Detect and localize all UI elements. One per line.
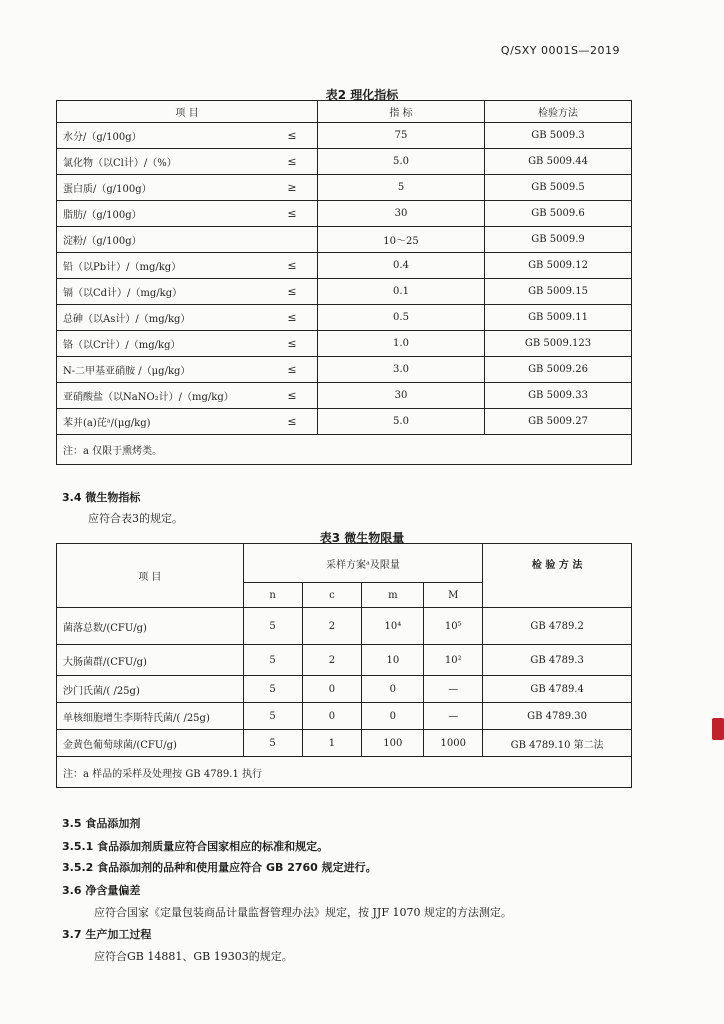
- table-row: [57, 645, 632, 676]
- operator: ≤: [267, 331, 318, 357]
- table-row: [57, 305, 632, 331]
- cell-m: 0: [362, 703, 424, 730]
- table-row: [57, 703, 632, 730]
- cell-M: —: [424, 676, 483, 703]
- cell-c: 0: [302, 676, 362, 703]
- physicochemical-table: [56, 100, 632, 465]
- test-method: GB 5009.15: [485, 279, 632, 305]
- item-name: 总砷（以As计）/（mg/kg）: [57, 305, 268, 331]
- header-n: n: [243, 583, 302, 608]
- table-note: 注：a 样品的采样及处理按 GB 4789.1 执行: [57, 757, 632, 788]
- table-row: [57, 253, 632, 279]
- section-3-5-heading: 3.5 食品添加剂: [62, 817, 141, 830]
- item-name: 亚硝酸盐（以NaNO₂计）/（mg/kg）: [57, 383, 268, 409]
- cell-n: 5: [243, 645, 302, 676]
- cell-m: 0: [362, 676, 424, 703]
- cell-c: 2: [302, 608, 362, 645]
- test-method: GB 5009.123: [485, 331, 632, 357]
- operator: ≤: [267, 383, 318, 409]
- table-row: [57, 383, 632, 409]
- limit-value: 10～25: [318, 227, 485, 253]
- header-value: 指 标: [318, 101, 485, 123]
- test-method: GB 5009.33: [485, 383, 632, 409]
- cell-m: 10: [362, 645, 424, 676]
- header-sampling-plan: 采样方案ᵃ及限量: [243, 544, 483, 583]
- limit-value: 0.5: [318, 305, 485, 331]
- table-note: 注：a 仅限于熏烤类。: [57, 435, 632, 465]
- operator: [267, 227, 318, 253]
- header-item: 项 目: [57, 544, 244, 608]
- cell-m: 10⁴: [362, 608, 424, 645]
- item-name: 金黄色葡萄球菌/(CFU/g): [57, 730, 244, 757]
- table-row: [57, 175, 632, 201]
- table-header-row: [57, 101, 632, 123]
- item-name: 苯并(a)芘ᵃ/(μg/kg): [57, 409, 268, 435]
- table-row: [57, 608, 632, 645]
- section-3-4-text: 应符合表3的规定。: [88, 512, 183, 525]
- microbial-table: [56, 543, 632, 788]
- limit-value: 3.0: [318, 357, 485, 383]
- cell-m: 100: [362, 730, 424, 757]
- cell-n: 5: [243, 676, 302, 703]
- margin-marker: [712, 718, 724, 740]
- table-row: [57, 279, 632, 305]
- table-row: [57, 676, 632, 703]
- header-m: m: [362, 583, 424, 608]
- cell-c: 0: [302, 703, 362, 730]
- cell-M: —: [424, 703, 483, 730]
- table-row: [57, 201, 632, 227]
- standard-code: Q/SXY 0001S—2019: [500, 44, 620, 57]
- cell-M: 10⁵: [424, 608, 483, 645]
- limit-value: 30: [318, 383, 485, 409]
- limit-value: 1.0: [318, 331, 485, 357]
- section-3-7-text: 应符合GB 14881、GB 19303的规定。: [94, 950, 293, 963]
- table-row: [57, 730, 632, 757]
- item-name: 沙门氏菌/( /25g): [57, 676, 244, 703]
- cell-M: 10²: [424, 645, 483, 676]
- operator: ≤: [267, 201, 318, 227]
- table-row: [57, 227, 632, 253]
- limit-value: 5.0: [318, 149, 485, 175]
- header-M: M: [424, 583, 483, 608]
- test-method: GB 5009.26: [485, 357, 632, 383]
- operator: ≤: [267, 409, 318, 435]
- table-row: [57, 409, 632, 435]
- operator: ≤: [267, 149, 318, 175]
- cell-n: 5: [243, 730, 302, 757]
- table-row: [57, 331, 632, 357]
- section-3-6-heading: 3.6 净含量偏差: [62, 884, 141, 897]
- section-3-5-1: 3.5.1 食品添加剂质量应符合国家相应的标准和规定。: [62, 840, 329, 853]
- header-method: 检验方法: [485, 101, 632, 123]
- operator: ≤: [267, 357, 318, 383]
- section-3-5-2: 3.5.2 食品添加剂的品种和使用量应符合 GB 2760 规定进行。: [62, 861, 377, 874]
- table-row: [57, 149, 632, 175]
- table-row: [57, 357, 632, 383]
- operator: ≤: [267, 123, 318, 149]
- item-name: N-二甲基亚硝胺 /（μg/kg）: [57, 357, 268, 383]
- item-name: 菌落总数/(CFU/g): [57, 608, 244, 645]
- limit-value: 0.1: [318, 279, 485, 305]
- test-method: GB 5009.27: [485, 409, 632, 435]
- test-method: GB 5009.3: [485, 123, 632, 149]
- item-name: 单核细胞增生李斯特氏菌/( /25g): [57, 703, 244, 730]
- test-method: GB 4789.3: [483, 645, 632, 676]
- table-row: [57, 123, 632, 149]
- operator: ≥: [267, 175, 318, 201]
- limit-value: 0.4: [318, 253, 485, 279]
- test-method: GB 4789.2: [483, 608, 632, 645]
- test-method: GB 4789.30: [483, 703, 632, 730]
- item-name: 铬（以Cr计）/（mg/kg）: [57, 331, 268, 357]
- test-method: GB 4789.4: [483, 676, 632, 703]
- section-3-6-text: 应符合国家《定量包装商品计量监督管理办法》规定，按 JJF 1070 规定的方法测定。: [94, 906, 512, 919]
- limit-value: 75: [318, 123, 485, 149]
- test-method: GB 5009.6: [485, 201, 632, 227]
- test-method: GB 5009.12: [485, 253, 632, 279]
- table2-caption: 表2 理化指标: [325, 88, 399, 102]
- operator: ≤: [267, 253, 318, 279]
- item-name: 蛋白质/（g/100g）: [57, 175, 268, 201]
- table-note-row: [57, 757, 632, 788]
- cell-n: 5: [243, 703, 302, 730]
- table-header-row: [57, 544, 632, 583]
- test-method: GB 5009.5: [485, 175, 632, 201]
- header-item: 项 目: [57, 101, 318, 123]
- header-method: 检 验 方 法: [483, 544, 632, 608]
- item-name: 大肠菌群/(CFU/g): [57, 645, 244, 676]
- cell-M: 1000: [424, 730, 483, 757]
- limit-value: 30: [318, 201, 485, 227]
- item-name: 铅（以Pb计）/（mg/kg）: [57, 253, 268, 279]
- test-method: GB 5009.44: [485, 149, 632, 175]
- test-method: GB 4789.10 第二法: [483, 730, 632, 757]
- item-name: 脂肪/（g/100g）: [57, 201, 268, 227]
- test-method: GB 5009.11: [485, 305, 632, 331]
- table-note-row: [57, 435, 632, 465]
- section-3-7-heading: 3.7 生产加工过程: [62, 928, 152, 941]
- cell-c: 1: [302, 730, 362, 757]
- item-name: 淀粉/（g/100g）: [57, 227, 268, 253]
- section-3-4-heading: 3.4 微生物指标: [62, 491, 141, 504]
- table3-caption: 表3 微生物限量: [319, 531, 405, 545]
- test-method: GB 5009.9: [485, 227, 632, 253]
- limit-value: 5: [318, 175, 485, 201]
- operator: ≤: [267, 305, 318, 331]
- cell-c: 2: [302, 645, 362, 676]
- cell-n: 5: [243, 608, 302, 645]
- item-name: 水分/（g/100g）: [57, 123, 268, 149]
- limit-value: 5.0: [318, 409, 485, 435]
- item-name: 氯化物（以Cl计）/（%）: [57, 149, 268, 175]
- item-name: 镉（以Cd计）/（mg/kg）: [57, 279, 268, 305]
- header-c: c: [302, 583, 362, 608]
- operator: ≤: [267, 279, 318, 305]
